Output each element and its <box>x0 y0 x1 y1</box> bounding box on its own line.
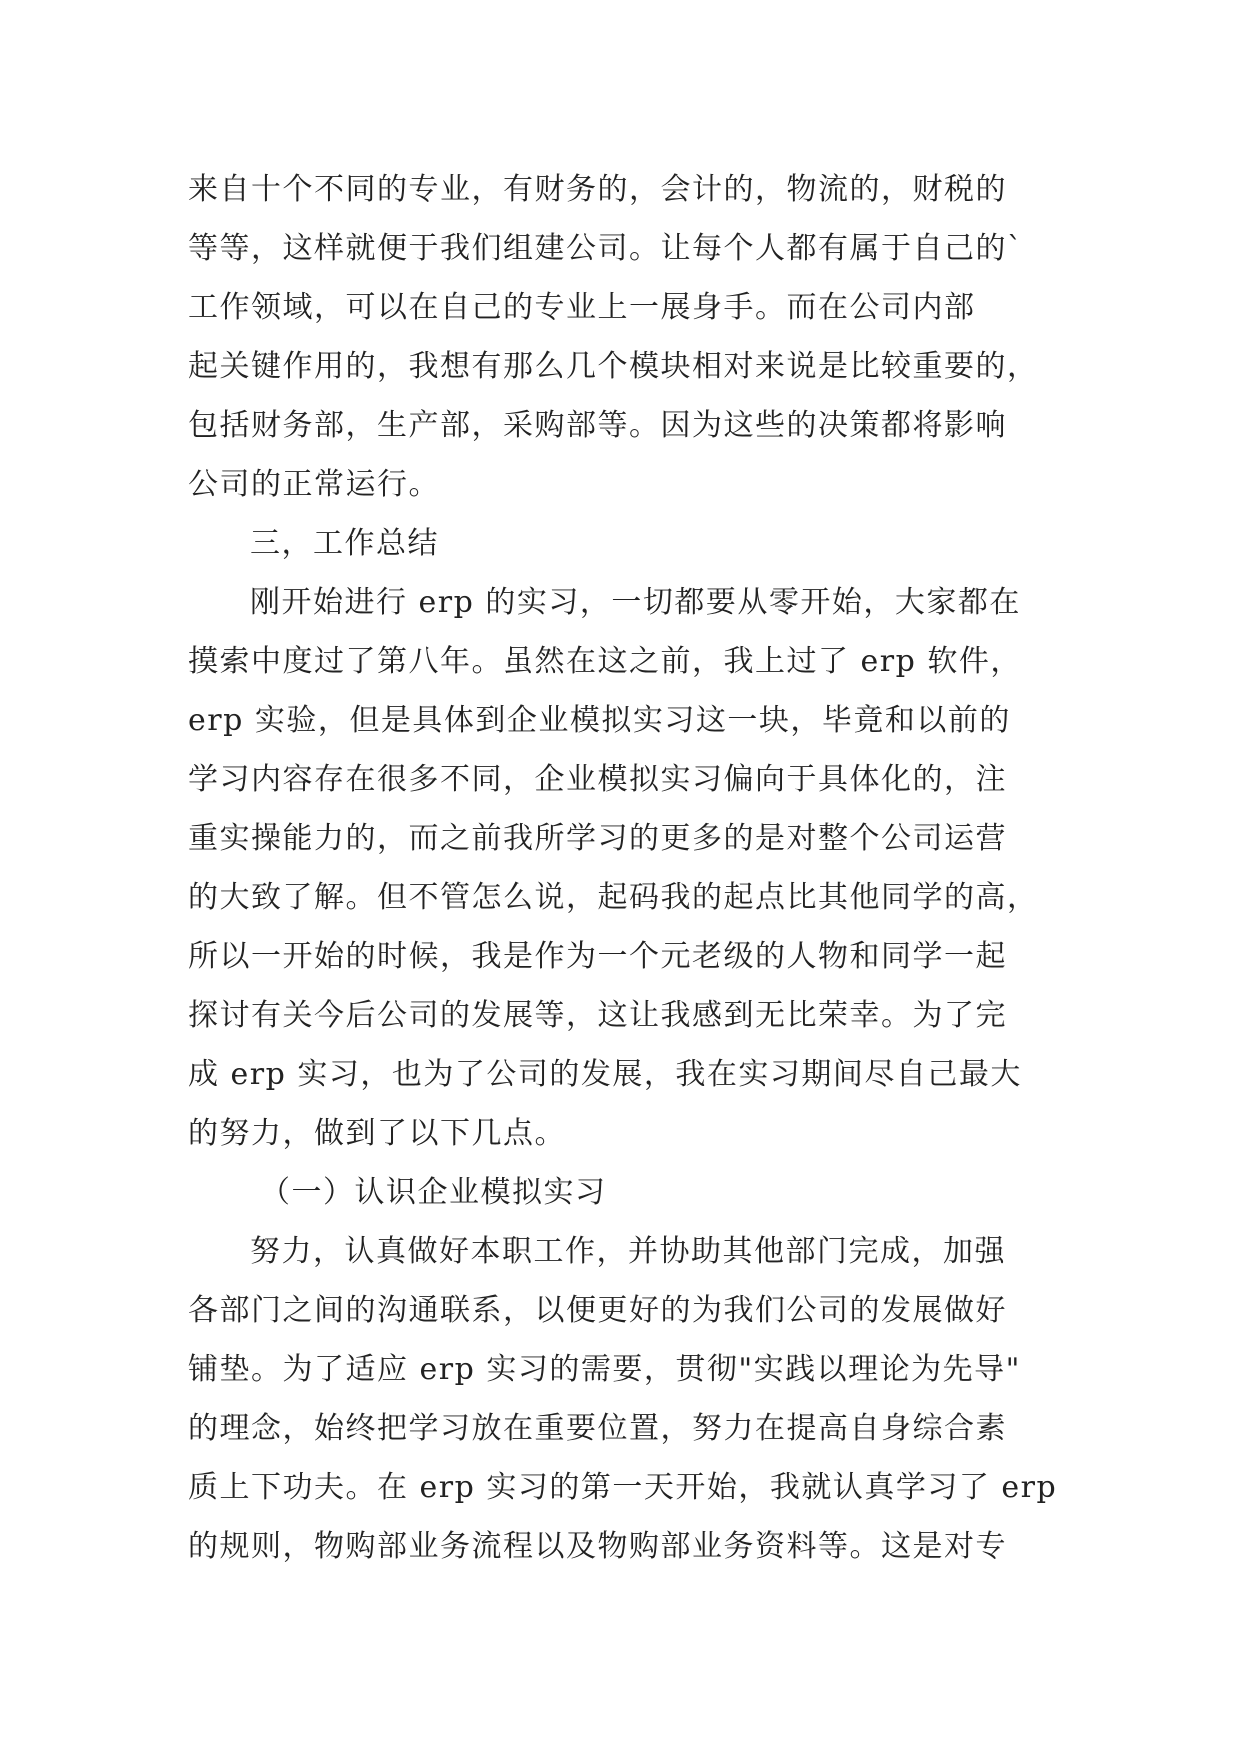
text-line: erp 实验，但是具体到企业模拟实习这一块，毕竟和以前的 <box>188 703 1011 738</box>
document-body <box>188 160 1068 1576</box>
text-line: 来自十个不同的专业，有财务的，会计的，物流的，财税的 <box>188 172 1007 207</box>
text-line: 所以一开始的时候，我是作为一个元老级的人物和同学一起 <box>188 939 1007 974</box>
text-line: 铺垫。为了适应 erp 实习的需要，贯彻"实践以理论为先导" <box>188 1352 1021 1387</box>
text-line: 重实操能力的，而之前我所学习的更多的是对整个公司运营 <box>188 821 1007 856</box>
text-line: 工作领域，可以在自己的专业上一展身手。而在公司内部 <box>188 290 976 325</box>
text-line: 的理念，始终把学习放在重要位置，努力在提高自身综合素 <box>188 1411 1007 1446</box>
paragraph-first-line: 努力，认真做好本职工作，并协助其他部门完成，加强 <box>250 1234 1006 1269</box>
text-line: 的努力，做到了以下几点。 <box>188 1116 566 1151</box>
text-line: 等等，这样就便于我们组建公司。让每个人都有属于自己的` <box>188 231 1024 266</box>
text-line: 各部门之间的沟通联系，以便更好的为我们公司的发展做好 <box>188 1293 1007 1328</box>
text-line: 成 erp 实习，也为了公司的发展，我在实习期间尽自己最大 <box>188 1057 1022 1092</box>
text-line: 公司的正常运行。 <box>188 467 440 502</box>
paragraph-first-line: 刚开始进行 erp 的实习，一切都要从零开始，大家都在 <box>250 585 1021 620</box>
subsection-heading: （一）认识企业模拟实习 <box>260 1175 607 1210</box>
text-line: 摸索中度过了第八年。虽然在这之前，我上过了 erp 软件， <box>188 644 1022 679</box>
text-line: 起关键作用的，我想有那么几个模块相对来说是比较重要的， <box>188 349 1039 384</box>
text-line: 质上下功夫。在 erp 实习的第一天开始，我就认真学习了 erp <box>188 1470 1058 1505</box>
text-line: 的规则，物购部业务流程以及物购部业务资料等。这是对专 <box>188 1529 1007 1564</box>
section-heading: 三，工作总结 <box>250 526 439 561</box>
text-line: 的大致了解。但不管怎么说，起码我的起点比其他同学的高， <box>188 880 1039 915</box>
text-line: 探讨有关今后公司的发展等，这让我感到无比荣幸。为了完 <box>188 998 1007 1033</box>
text-line: 学习内容存在很多不同，企业模拟实习偏向于具体化的，注 <box>188 762 1007 797</box>
text-line: 包括财务部，生产部，采购部等。因为这些的决策都将影响 <box>188 408 1007 443</box>
